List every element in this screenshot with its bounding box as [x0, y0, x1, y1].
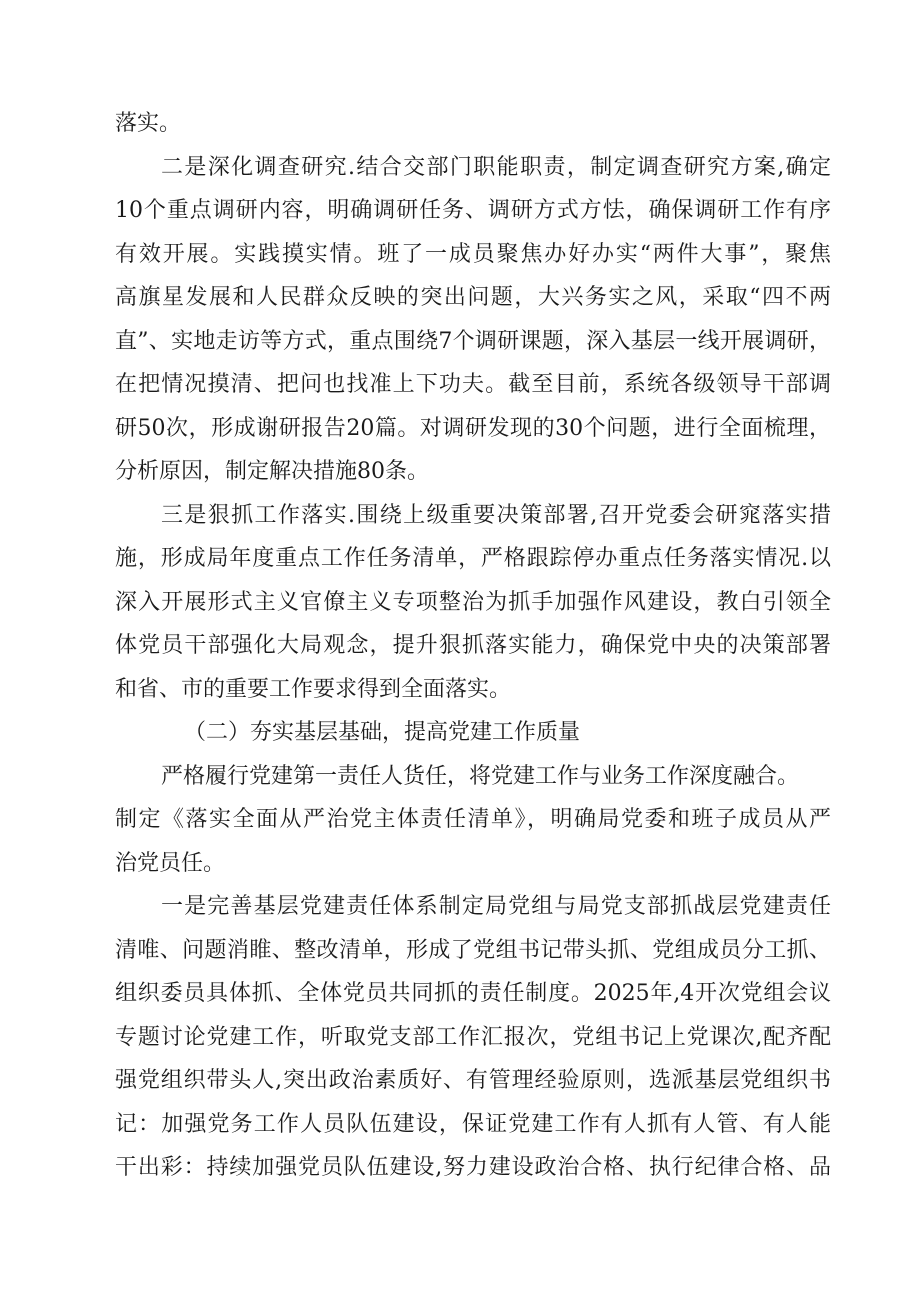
text-line: 强党组织带头人,突出政治素质好、有管理经验原则，选派基层党组织书	[115, 1068, 831, 1093]
text-line: 一是完善基层党建责任体系制定局党组与局党支部抓战层党建责任	[161, 894, 831, 919]
text-line: 专题讨论党建工作，听取党支部工作汇报次，党组书记上党课次,配齐配	[115, 1024, 831, 1050]
text-line: 二是深化调查研究.结合交部门职能职责，制定调查研究方案,确定	[161, 154, 831, 180]
text-line: 研50次，形成谢研报告20篇。对调研发现的30个问题，进行全面梳理，	[115, 415, 831, 441]
text-line: 有效开展。实践摸实情。班了一成员聚焦办好办实“两件大事”，聚焦	[115, 241, 831, 267]
text-line: 记：加强党务工作人员队伍建设，保证党建工作有人抓有人管、有人能	[115, 1111, 831, 1137]
text-line: 制定《落实全面从严治党主体责任清单》，明确局党委和班子成员从严	[115, 807, 831, 832]
document-body	[115, 102, 831, 1190]
text-line: 组织委员具体抓、全体党员共同抓的责任制度。2025年,4开次党组会议	[115, 981, 831, 1006]
text-line: 分析原因，制定解决措施80条。	[115, 459, 429, 484]
text-line: 体党员干部强化大局观念，提升狠抓落实能力，确保党中央的决策部署	[115, 633, 831, 658]
text-line: 治党员任。	[115, 850, 226, 876]
text-line: 10个重点调研内容，明确调研任务、调研方式方怯，确保调研工作有序	[115, 198, 831, 223]
text-line: 在把情况摸清、把问也找准上下功夫。截至目前，系统各级领导干部调	[115, 372, 831, 397]
text-line: 三是狠抓工作落实.围绕上级重要决策部署,召开党委会研窕落实措	[161, 502, 831, 528]
text-line: 和省、市的重要工作要求得到全面落实。	[115, 676, 512, 702]
text-line: 直”、实地走访等方式，重点围绕7个调研课题，深入基层一线开展调研，	[115, 328, 831, 354]
text-line: 清唯、问题消睢、整改清单，形成了党组书记带头抓、党组成员分工抓、	[115, 937, 831, 963]
text-line: 深入开展形式主义官僚主义专项整治为抓手加强作风建设，教白引领全	[115, 589, 831, 615]
text-line: 施，形成局年度重点工作任务清单，严格跟踪停办重点任务落实情况.以	[115, 546, 831, 571]
text-line: 干出彩：持续加强党员队伍建设,努力建设政治合格、执行纪律合格、品	[115, 1155, 831, 1180]
text-line: 高旗星发展和人民群众反映的突出问题，大兴务实之风，采取“四不两	[115, 285, 831, 310]
section-heading: （二）夯实基层基础，提高党建工作质量	[184, 720, 581, 745]
text-line: 落实。	[115, 111, 182, 136]
text-line: 严格履行党建第一责任人货任，将党建工作与业务工作深度融合。	[161, 763, 800, 789]
